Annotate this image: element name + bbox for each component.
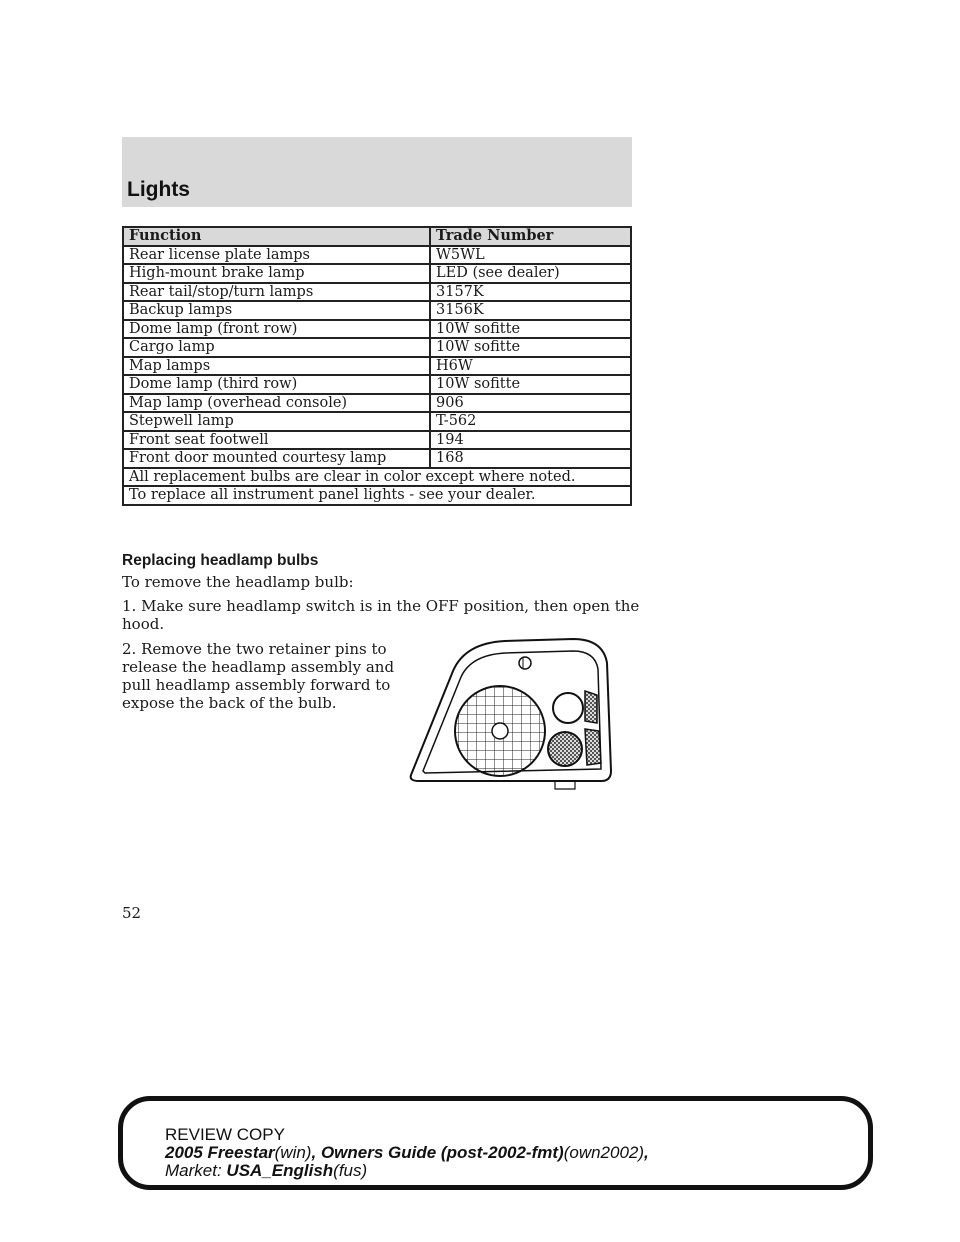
step2-line3: pull headlamp assembly forward to [122,676,391,694]
function-cell: High-mount brake lamp [123,264,430,283]
table-row [123,338,631,357]
table-note: All replacement bulbs are clear in color except where noted. [123,468,631,487]
trade-number-cell: 194 [430,431,631,450]
function-cell: Backup lamps [123,301,430,320]
function-cell: Front door mounted courtesy lamp [123,449,430,468]
function-cell: Dome lamp (third row) [123,375,430,394]
step2-line1: 2. Remove the two retainer pins to [122,640,387,658]
function-cell: Map lamp (overhead console) [123,394,430,413]
column-header-trade-number: Trade Number [430,227,631,246]
step1-line2: hood. [122,615,165,633]
trade-number-cell: 168 [430,449,631,468]
trade-number-cell: T-562 [430,412,631,431]
trade-number-cell: 906 [430,394,631,413]
page-number: 52 [122,904,142,922]
table-row [123,357,631,376]
trade-number-cell: W5WL [430,246,631,265]
trade-number-cell: 3157K [430,283,631,302]
table-row [123,449,631,468]
table-row [123,301,631,320]
function-cell: Map lamps [123,357,430,376]
footer-review-copy: REVIEW COPY [165,1125,285,1144]
table-note: To replace all instrument panel lights - see your dealer. [123,486,631,505]
section-title: Lights [127,178,190,201]
table-note-row [123,468,631,487]
function-cell: Front seat footwell [123,431,430,450]
section-header-band [122,137,632,207]
table-row [123,394,631,413]
function-cell: Cargo lamp [123,338,430,357]
footer-document-line: 2005 Freestar(win), Owners Guide (post-2002-fmt)(own2002), [165,1143,649,1162]
step1-line1: 1. Make sure headlamp switch is in the OFF position, then open the [122,597,640,615]
table-row [123,320,631,339]
footer-market-line: Market: USA_English(fus) [165,1161,368,1180]
table-note-row [123,486,631,505]
trade-number-cell: 10W sofitte [430,320,631,339]
table-row [123,283,631,302]
table-row [123,264,631,283]
headlamp-assembly-illustration [405,633,625,793]
trade-number-cell: 10W sofitte [430,338,631,357]
step2-line2: release the headlamp assembly and [122,658,395,676]
trade-number-cell: LED (see dealer) [430,264,631,283]
table-row [123,431,631,450]
function-cell: Rear tail/stop/turn lamps [123,283,430,302]
column-header-function: Function [123,227,430,246]
section-subheading: Replacing headlamp bulbs [122,552,319,569]
bulb-table [122,226,632,506]
table-row [123,412,631,431]
function-cell: Stepwell lamp [123,412,430,431]
function-cell: Rear license plate lamps [123,246,430,265]
table-row [123,246,631,265]
trade-number-cell: H6W [430,357,631,376]
table-header-row [123,227,631,246]
step2-line4: expose the back of the bulb. [122,694,337,712]
trade-number-cell: 3156K [430,301,631,320]
table-row [123,375,631,394]
trade-number-cell: 10W sofitte [430,375,631,394]
function-cell: Dome lamp (front row) [123,320,430,339]
intro-text: To remove the headlamp bulb: [122,573,354,591]
